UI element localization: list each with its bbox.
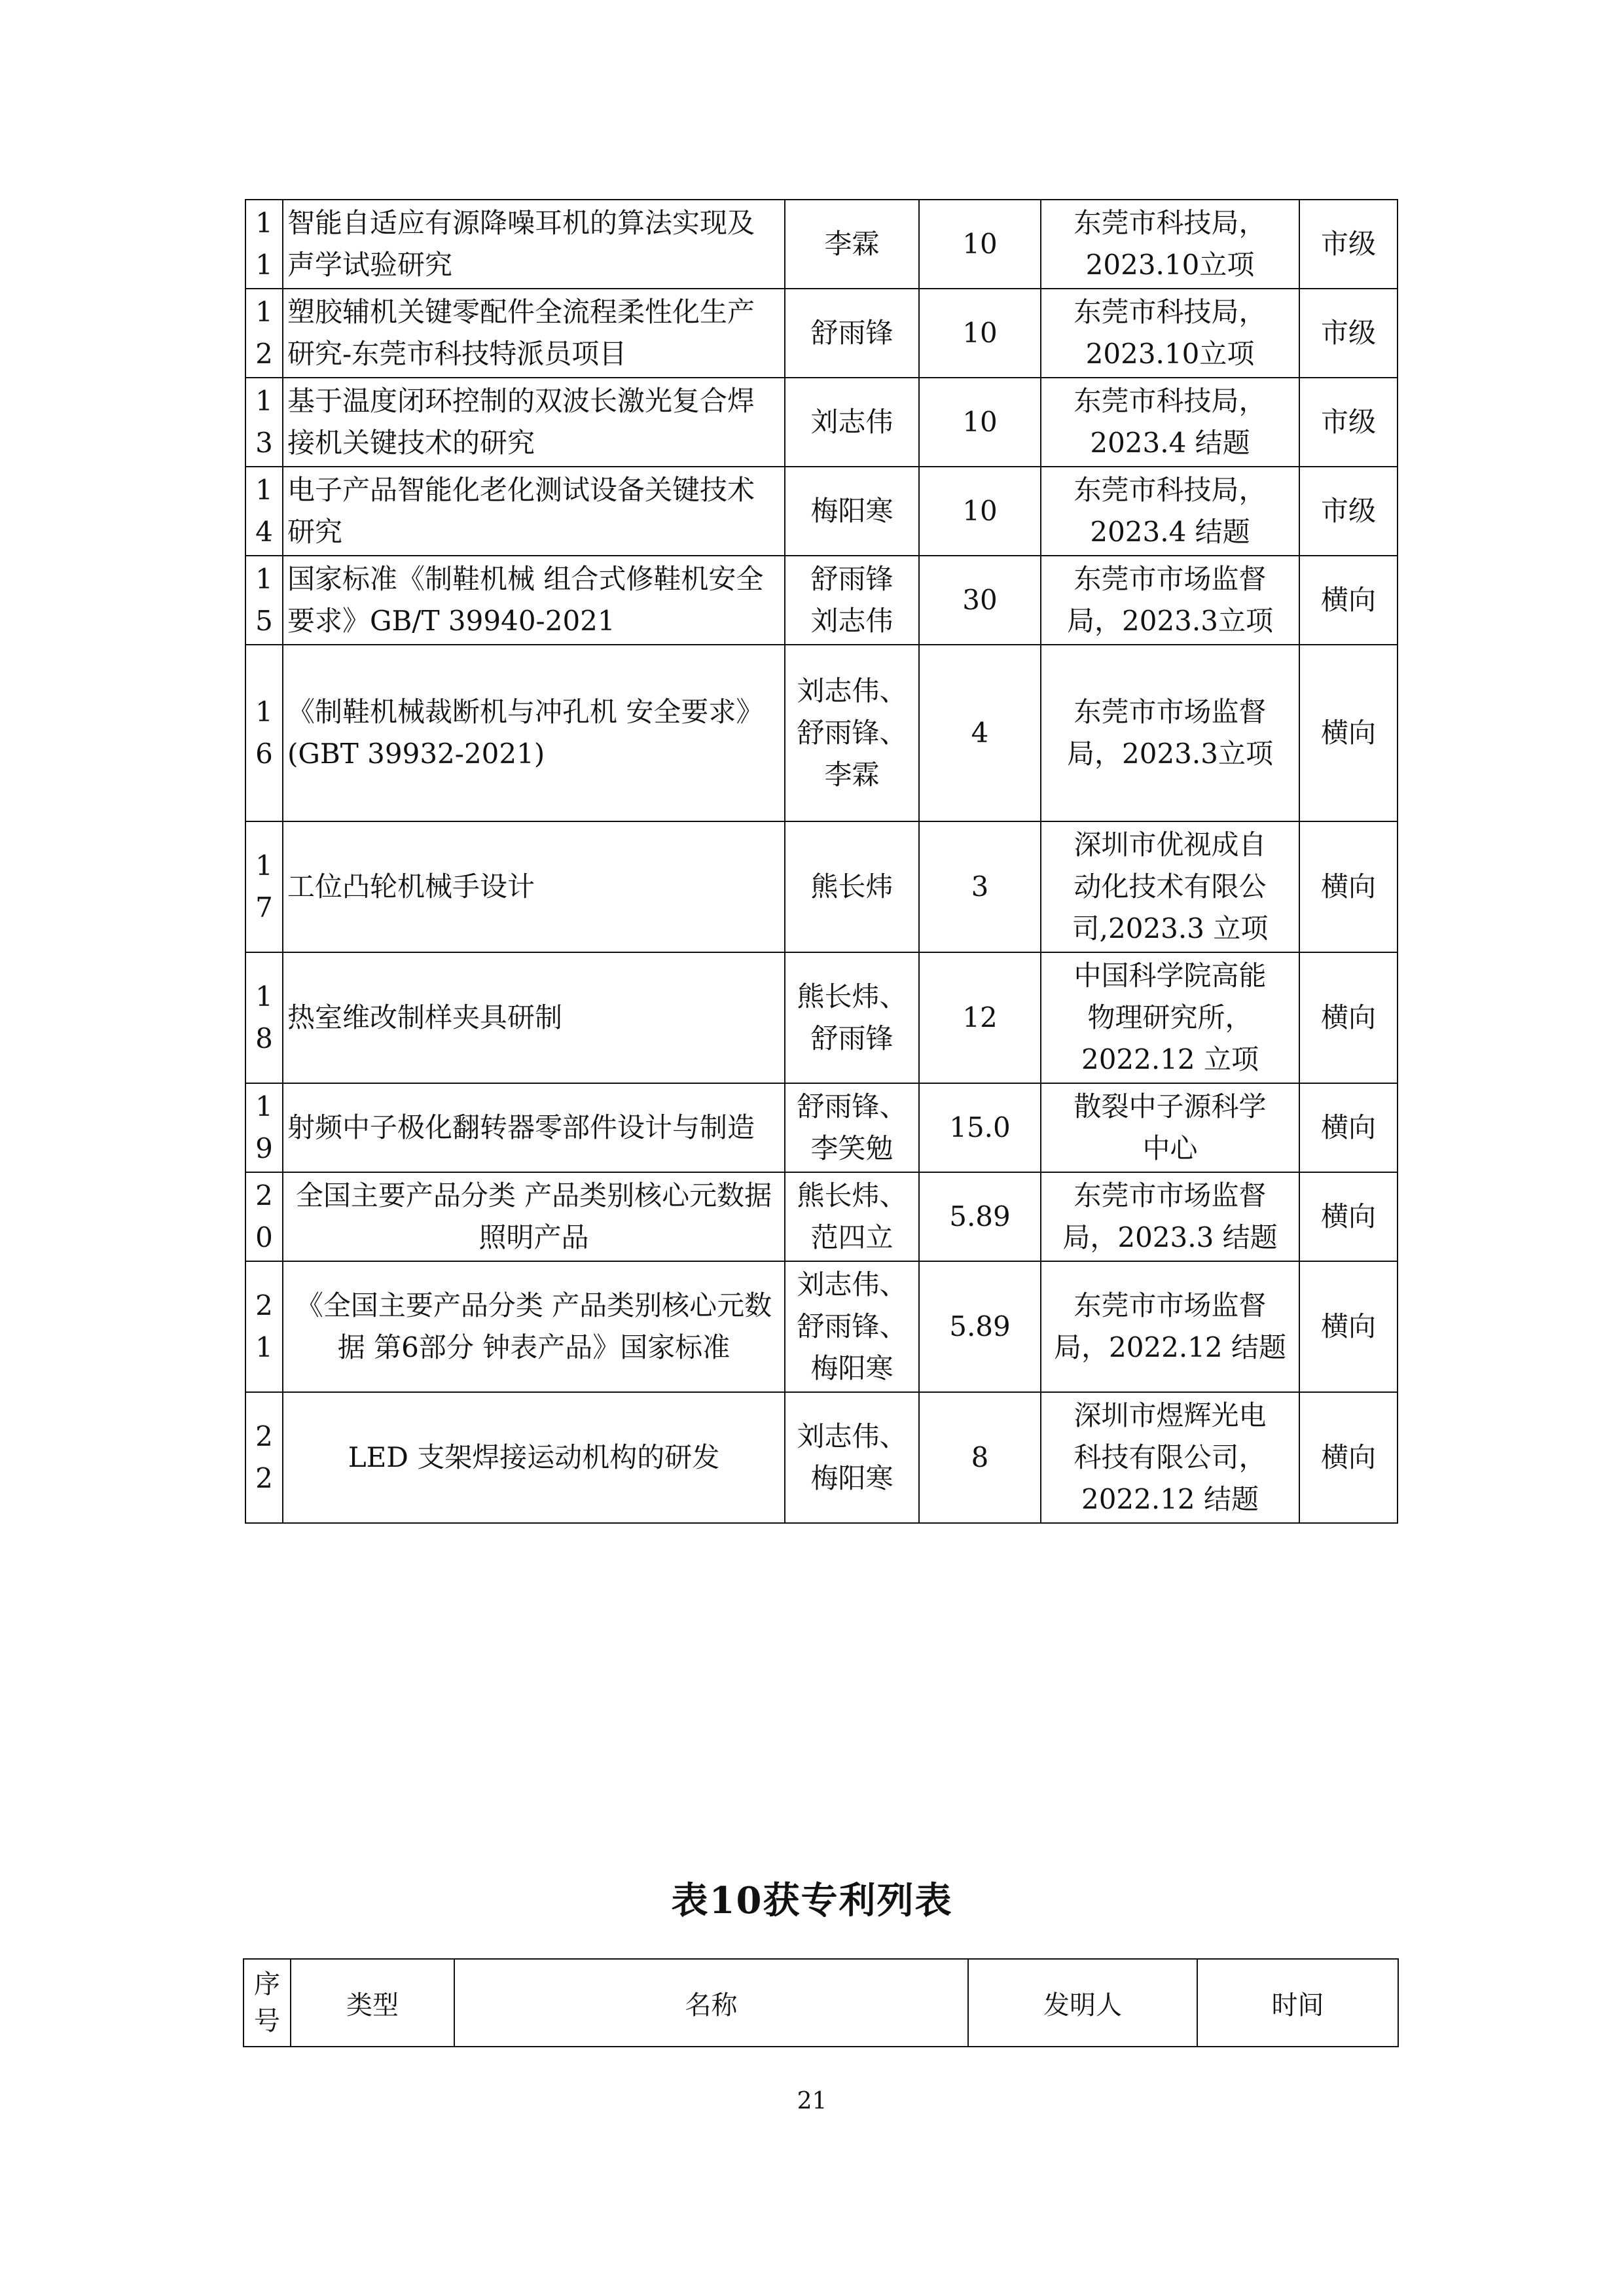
project-level: 横向 [1299, 1083, 1398, 1172]
project-level: 横向 [1299, 821, 1398, 952]
row-number: 1 1 [245, 200, 283, 289]
project-row [245, 1261, 1398, 1392]
header-name: 名称 [454, 1959, 968, 2047]
project-name: 《制鞋机械裁断机与冲孔机 安全要求》(GBT 39932-2021) [283, 645, 785, 821]
project-level: 市级 [1299, 289, 1398, 378]
project-funding: 3 [919, 821, 1041, 952]
project-name: 智能自适应有源降噪耳机的算法实现及声学试验研究 [283, 200, 785, 289]
page-number: 21 [797, 2088, 827, 2115]
project-leader: 舒雨锋 [785, 289, 919, 378]
project-leader: 刘志伟、 舒雨锋、 梅阳寒 [785, 1261, 919, 1392]
header-time: 时间 [1197, 1959, 1398, 2047]
project-leader: 舒雨锋、 李笑勉 [785, 1083, 919, 1172]
project-level: 横向 [1299, 952, 1398, 1083]
project-row [245, 1172, 1398, 1261]
project-source: 中国科学院高能 物理研究所， 2022.12 立项 [1041, 952, 1299, 1083]
project-row [245, 467, 1398, 556]
project-name: 电子产品智能化老化测试设备关键技术研究 [283, 467, 785, 556]
project-level: 市级 [1299, 200, 1398, 289]
row-number: 1 7 [245, 821, 283, 952]
project-funding: 5.89 [919, 1172, 1041, 1261]
project-source: 深圳市优视成自 动化技术有限公 司,2023.3 立项 [1041, 821, 1299, 952]
project-row [245, 1392, 1398, 1523]
project-funding: 15.0 [919, 1083, 1041, 1172]
project-row [245, 952, 1398, 1083]
project-name: 基于温度闭环控制的双波长激光复合焊接机关键技术的研究 [283, 378, 785, 467]
row-number: 1 5 [245, 556, 283, 645]
header-num: 序 号 [244, 1959, 291, 2047]
project-level: 横向 [1299, 1172, 1398, 1261]
project-name: LED 支架焊接运动机构的研发 [283, 1392, 785, 1523]
project-name: 全国主要产品分类 产品类别核心元数据 照明产品 [283, 1172, 785, 1261]
header-inventor: 发明人 [968, 1959, 1197, 2047]
project-leader: 熊长炜、 范四立 [785, 1172, 919, 1261]
project-funding: 5.89 [919, 1261, 1041, 1392]
project-name: 《全国主要产品分类 产品类别核心元数据 第6部分 钟表产品》国家标准 [283, 1261, 785, 1392]
project-level: 市级 [1299, 467, 1398, 556]
project-source: 东莞市科技局， 2023.4 结题 [1041, 467, 1299, 556]
project-row [245, 378, 1398, 467]
project-level: 市级 [1299, 378, 1398, 467]
project-funding: 8 [919, 1392, 1041, 1523]
project-funding: 12 [919, 952, 1041, 1083]
project-source: 东莞市市场监督 局，2023.3立项 [1041, 645, 1299, 821]
project-source: 东莞市科技局， 2023.10立项 [1041, 200, 1299, 289]
row-number: 1 9 [245, 1083, 283, 1172]
project-row [245, 1083, 1398, 1172]
project-source: 东莞市科技局， 2023.4 结题 [1041, 378, 1299, 467]
project-funding: 10 [919, 289, 1041, 378]
project-level: 横向 [1299, 556, 1398, 645]
project-source: 散裂中子源科学 中心 [1041, 1083, 1299, 1172]
project-source: 东莞市市场监督 局，2023.3立项 [1041, 556, 1299, 645]
project-name: 塑胶辅机关键零配件全流程柔性化生产研究-东莞市科技特派员项目 [283, 289, 785, 378]
patents-table-caption: 表10获专利列表 [671, 1879, 953, 1922]
project-funding: 30 [919, 556, 1041, 645]
project-level: 横向 [1299, 645, 1398, 821]
project-funding: 10 [919, 467, 1041, 556]
project-leader: 刘志伟、 梅阳寒 [785, 1392, 919, 1523]
project-funding: 4 [919, 645, 1041, 821]
project-funding: 10 [919, 200, 1041, 289]
project-leader: 熊长炜 [785, 821, 919, 952]
project-name: 工位凸轮机械手设计 [283, 821, 785, 952]
project-row [245, 556, 1398, 645]
project-name: 射频中子极化翻转器零部件设计与制造 [283, 1083, 785, 1172]
project-level: 横向 [1299, 1392, 1398, 1523]
row-number: 2 1 [245, 1261, 283, 1392]
project-leader: 刘志伟、 舒雨锋、 李霖 [785, 645, 919, 821]
patents-header-row [244, 1959, 1398, 2047]
project-level: 横向 [1299, 1261, 1398, 1392]
project-leader: 梅阳寒 [785, 467, 919, 556]
project-row [245, 200, 1398, 289]
project-row [245, 289, 1398, 378]
row-number: 2 2 [245, 1392, 283, 1523]
project-source: 东莞市市场监督 局，2023.3 结题 [1041, 1172, 1299, 1261]
project-name: 热室维改制样夹具研制 [283, 952, 785, 1083]
project-leader: 舒雨锋 刘志伟 [785, 556, 919, 645]
projects-table [245, 199, 1398, 1524]
row-number: 1 6 [245, 645, 283, 821]
project-leader: 熊长炜、 舒雨锋 [785, 952, 919, 1083]
patents-table [243, 1958, 1399, 2047]
header-type: 类型 [291, 1959, 454, 2047]
row-number: 2 0 [245, 1172, 283, 1261]
project-row [245, 821, 1398, 952]
project-source: 深圳市煜辉光电 科技有限公司， 2022.12 结题 [1041, 1392, 1299, 1523]
project-leader: 李霖 [785, 200, 919, 289]
project-funding: 10 [919, 378, 1041, 467]
project-name: 国家标准《制鞋机械 组合式修鞋机安全要求》GB/T 39940-2021 [283, 556, 785, 645]
project-leader: 刘志伟 [785, 378, 919, 467]
project-source: 东莞市科技局， 2023.10立项 [1041, 289, 1299, 378]
row-number: 1 4 [245, 467, 283, 556]
project-source: 东莞市市场监督 局，2022.12 结题 [1041, 1261, 1299, 1392]
row-number: 1 8 [245, 952, 283, 1083]
project-row [245, 645, 1398, 821]
row-number: 1 2 [245, 289, 283, 378]
row-number: 1 3 [245, 378, 283, 467]
